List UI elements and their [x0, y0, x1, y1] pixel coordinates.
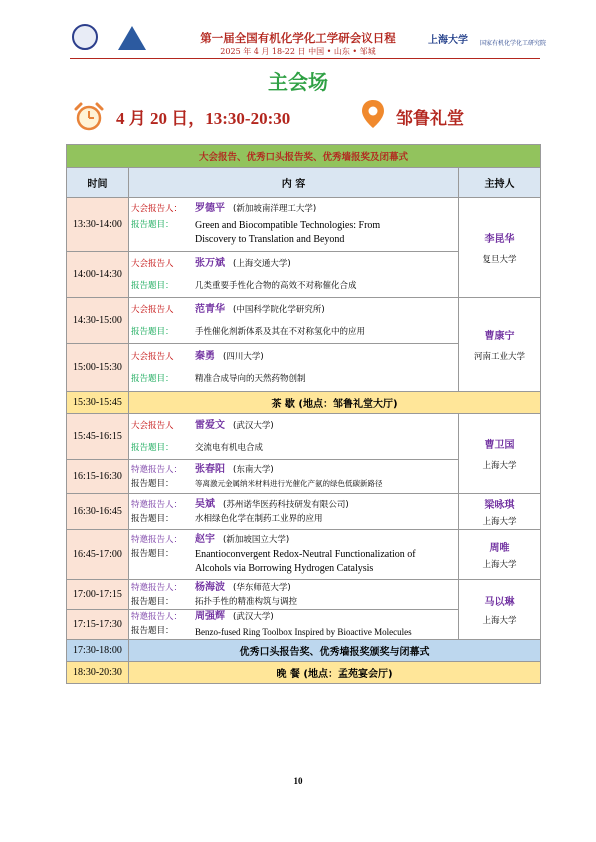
- speaker-affiliation: (武汉大学): [233, 420, 274, 431]
- talk-title: 几类重要手性化合物的高效不对称催化合成: [195, 280, 357, 291]
- speaker-label: 特邀报告人：: [131, 534, 183, 545]
- talk-title: 精准合成导向的天然药物创制: [195, 373, 306, 384]
- content-cell: [129, 460, 459, 494]
- time-cell: 15:00-15:30: [67, 344, 129, 392]
- dinner-time-cell: 18:30-20:30: [67, 662, 129, 684]
- title-label: 报告题目：: [131, 548, 174, 559]
- time-cell: 17:15-17:30: [67, 610, 129, 640]
- speaker-name: 张万斌: [195, 257, 225, 269]
- header-divider: [70, 58, 540, 59]
- host-affiliation: 复旦大学: [482, 255, 517, 265]
- title-label: 报告题目：: [131, 513, 174, 524]
- speaker-label: 特邀报告人：: [131, 611, 183, 622]
- talk-title: 拓扑手性的精准构筑与调控: [195, 596, 298, 607]
- speaker-affiliation: (上海交通大学): [233, 258, 291, 269]
- title-label: 报告题目：: [131, 478, 174, 489]
- host-cell: [459, 580, 541, 640]
- logo-text-3: 上海大学: [428, 35, 468, 46]
- award-time-cell: 17:30-18:00: [67, 640, 129, 662]
- host-cell: [459, 198, 541, 298]
- speaker-affiliation: (武汉大学): [233, 611, 274, 622]
- talk-title: Enantioconvergent Redox-Neutral Functionalization of: [195, 548, 416, 560]
- host-cell: [459, 414, 541, 494]
- time-cell: 15:45-16:15: [67, 414, 129, 460]
- logo-text-4: 国家有机化学化工研究院: [480, 41, 547, 47]
- time-cell: 16:15-16:30: [67, 460, 129, 494]
- talk-title-cont: Alcohols via Borrowing Hydrogen Catalysis: [195, 562, 374, 574]
- content-cell: [129, 580, 459, 610]
- table-row: [67, 298, 541, 344]
- table-row: [67, 580, 541, 610]
- host-cell: [459, 530, 541, 580]
- page-number: 10: [293, 776, 303, 786]
- session-venue: 邹鲁礼堂: [396, 109, 464, 129]
- section-title: 大会报告、优秀口头报告奖、优秀墙报奖及闭幕式: [67, 145, 541, 168]
- location-pin-icon: [360, 98, 386, 130]
- title-label: 报告题目：: [131, 280, 174, 291]
- speaker-name: 秦勇: [195, 350, 215, 362]
- host-name: 曹康宁: [484, 331, 515, 342]
- host-name: 梁咏琪: [484, 500, 515, 511]
- tea-time-cell: 15:30-15:45: [67, 392, 129, 414]
- speaker-name: 杨海波: [195, 581, 225, 593]
- speaker-name: 吴斌: [195, 498, 215, 510]
- speaker-name: 周强辉: [195, 610, 225, 622]
- host-cell: [459, 298, 541, 392]
- talk-title-cont: Discovery to Translation and Beyond: [195, 233, 345, 245]
- column-header-time: 时间: [67, 168, 129, 198]
- dinner-text: 晚 餐 (地点：孟苑宴会厅): [129, 662, 541, 684]
- talk-title: 等离激元金属纳米材料进行光催化产氨的绿色低碳新路径: [195, 478, 383, 488]
- main-venue-title: 主会场: [268, 70, 328, 94]
- time-cell: 17:00-17:15: [67, 580, 129, 610]
- host-name: 马以琳: [484, 597, 515, 608]
- talk-title: 水相绿色化学在制药工业界的应用: [195, 513, 323, 524]
- speaker-label: 特邀报告人：: [131, 464, 183, 475]
- speaker-label: 大会报告人: [131, 351, 174, 362]
- title-label: 报告题目：: [131, 219, 174, 230]
- host-affiliation: 上海大学: [482, 517, 517, 527]
- host-affiliation: 河南工业大学: [474, 352, 526, 362]
- content-cell: [129, 494, 459, 530]
- speaker-affiliation: (苏州诺华医药科技研发有限公司): [223, 499, 349, 510]
- content-cell: [129, 252, 459, 298]
- session-date: 4 月 20 日，13:30-20:30: [116, 109, 291, 128]
- time-cell: 16:30-16:45: [67, 494, 129, 530]
- time-cell: 13:30-14:00: [67, 198, 129, 252]
- talk-title: 交流电有机电合成: [195, 442, 264, 453]
- schedule-table: [66, 144, 541, 684]
- table-row: [67, 494, 541, 530]
- speaker-label: 特邀报告人：: [131, 582, 183, 593]
- host-affiliation: 上海大学: [482, 616, 517, 626]
- conference-title: 第一届全国有机化学化工学研会议日程: [200, 31, 396, 45]
- talk-title: 手性催化剂新体系及其在不对称氢化中的应用: [195, 326, 366, 337]
- column-header-host: 主持人: [459, 168, 541, 198]
- talk-title: Green and Biocompatible Technologies: From: [195, 219, 381, 231]
- speaker-label: 大会报告人: [131, 304, 174, 315]
- speaker-label: 特邀报告人：: [131, 499, 183, 510]
- host-affiliation: 上海大学: [482, 560, 517, 570]
- table-row: [67, 414, 541, 460]
- speaker-label: 大会报告人: [131, 258, 174, 269]
- title-label: 报告题目：: [131, 373, 174, 384]
- time-cell: 14:00-14:30: [67, 252, 129, 298]
- time-cell: 16:45-17:00: [67, 530, 129, 580]
- dinner-row: [67, 662, 541, 684]
- date-venue-row: [70, 100, 540, 132]
- speaker-name: 张春阳: [195, 463, 225, 475]
- conference-subtitle: 2025 年 4 月 18-22 日 中国 • 山东 • 邹城: [220, 47, 376, 56]
- speaker-affiliation: (中国科学院化学研究所): [233, 304, 325, 315]
- award-text: 优秀口头报告奖、优秀墙报奖颁奖与闭幕式: [129, 640, 541, 662]
- speaker-affiliation: (东南大学): [233, 464, 274, 475]
- content-cell: [129, 530, 459, 580]
- content-cell: [129, 344, 459, 392]
- tea-break-row: [67, 392, 541, 414]
- column-header-content: 内 容: [129, 168, 459, 198]
- speaker-name: 范青华: [195, 303, 225, 315]
- host-name: 周唯: [489, 543, 510, 554]
- speaker-name: 雷爱文: [195, 419, 225, 431]
- host-cell: [459, 494, 541, 530]
- content-cell: [129, 298, 459, 344]
- host-name: 李昆华: [484, 234, 515, 245]
- title-label: 报告题目：: [131, 326, 174, 337]
- host-name: 曹卫国: [484, 440, 515, 451]
- title-label: 报告题目：: [131, 625, 174, 636]
- tea-break-text: 茶 歇 (地点：邹鲁礼堂大厅): [129, 392, 541, 414]
- speaker-affiliation: (新加坡国立大学): [223, 534, 290, 545]
- speaker-affiliation: (新加坡南洋理工大学): [233, 203, 317, 214]
- host-affiliation: 上海大学: [482, 461, 517, 471]
- content-cell: [129, 610, 459, 640]
- speaker-name: 罗德平: [195, 202, 225, 214]
- title-label: 报告题目：: [131, 442, 174, 453]
- alarm-clock-icon: [72, 100, 106, 132]
- time-cell: 14:30-15:00: [67, 298, 129, 344]
- table-row: [67, 530, 541, 580]
- speaker-label: 大会报告人: [131, 420, 174, 431]
- content-cell: [129, 414, 459, 460]
- speaker-name: 赵宇: [195, 533, 215, 545]
- speaker-affiliation: (华东师范大学): [233, 582, 291, 593]
- content-cell: [129, 198, 459, 252]
- table-row: [67, 198, 541, 252]
- speaker-label: 大会报告人：: [131, 203, 183, 214]
- award-row: [67, 640, 541, 662]
- talk-title: Benzo-fused Ring Toolbox Inspired by Bioactive Molecules: [195, 626, 412, 637]
- title-label: 报告题目：: [131, 596, 174, 607]
- page-header: [0, 0, 596, 62]
- speaker-affiliation: (四川大学): [223, 351, 264, 362]
